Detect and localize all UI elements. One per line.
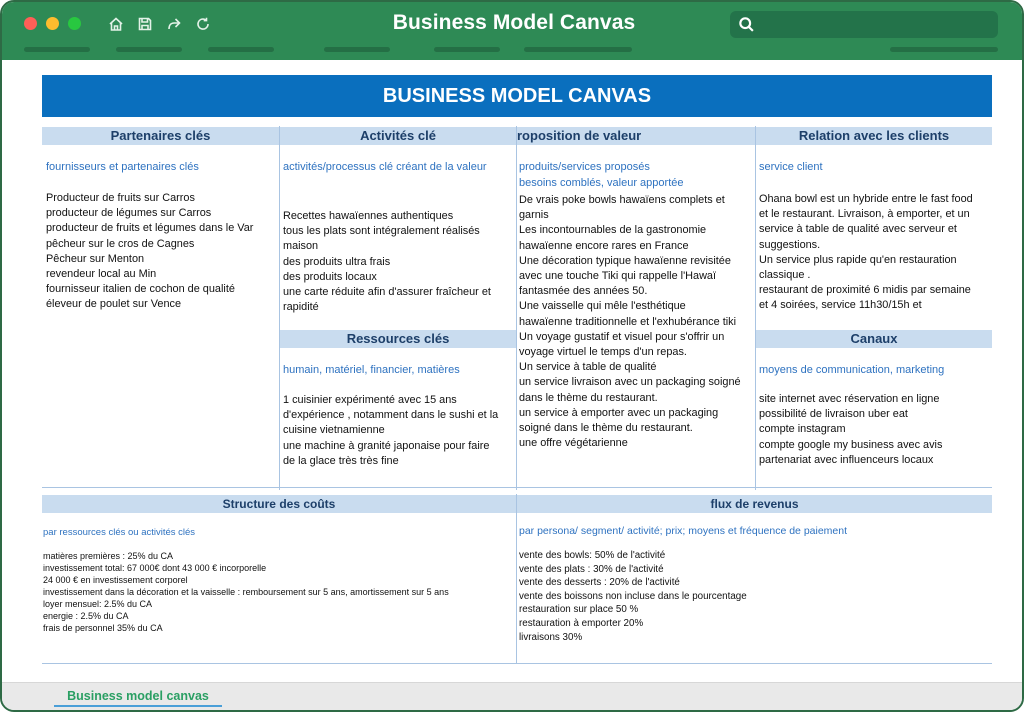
proposition-line: hawaïenne encore rares en France: [519, 239, 689, 252]
proposition-header: roposition de valeur: [517, 127, 755, 145]
toolbar-placeholder: [434, 47, 500, 52]
canaux-header: Canaux: [756, 330, 992, 348]
activites-line: une carte réduite afin d'assurer fraîcheur et: [283, 286, 491, 299]
refresh-icon[interactable]: [193, 14, 213, 34]
revenus-line: livraisons 30%: [519, 631, 583, 643]
couts-line: matières premières : 25% du CA: [43, 551, 174, 561]
proposition-line: De vrais poke bowls hawaïens complets et: [519, 194, 725, 206]
proposition-line: fantasmée des années 50.: [519, 285, 648, 298]
revenus-line: vente des bowls: 50% de l'activité: [519, 550, 666, 561]
ressources-header: Ressources clés: [280, 330, 516, 348]
activites-body: [283, 209, 491, 315]
partenaires-line: pêcheur sur le cros de Cagnes: [46, 237, 195, 250]
grid-line: [516, 494, 517, 664]
proposition-line: avec une touche Tiki qui rappelle l'Hawaï: [519, 270, 717, 283]
activites-line: des produits ultra frais: [283, 255, 391, 268]
revenus-line: vente des boissons non incluse dans le pourcentage: [519, 590, 747, 602]
canaux-body: [759, 392, 942, 468]
revenus-line: restauration sur place 50 %: [519, 604, 639, 616]
partenaires-line: fournisseur italien de cochon de qualité: [46, 283, 235, 296]
partenaires-line: éleveur de poulet sur Vence: [46, 298, 182, 311]
partenaires-line: Pêcheur sur Menton: [46, 252, 145, 265]
activites-line: des produits locaux: [283, 270, 377, 283]
partenaires-line: Producteur de fruits sur Carros: [46, 192, 195, 204]
relation-body: [759, 192, 973, 314]
toolbar-placeholder: [116, 47, 182, 52]
canvas-banner: BUSINESS MODEL CANVAS: [42, 75, 992, 117]
canaux-line: site internet avec réservation en ligne: [759, 393, 940, 405]
relation-line: service à table de qualité avec serveur et: [759, 223, 957, 236]
ressources-line: d'expérience , notamment dans le sushi et la: [283, 409, 499, 422]
ressources-line: 1 cuisinier expérimenté avec 15 ans: [283, 394, 457, 406]
activites-line: rapidité: [283, 301, 319, 314]
canaux-line: possibilité de livraison uber eat: [759, 408, 908, 421]
activites-line: maison: [283, 240, 319, 253]
maximize-window-button[interactable]: [68, 17, 81, 30]
couts-line: energie : 2.5% du CA: [43, 611, 129, 621]
couts-header: Structure des coûts: [42, 495, 516, 513]
revenus-line: restauration à emporter 20%: [519, 617, 644, 629]
activites-line: Recettes hawaïennes authentiques: [283, 210, 454, 222]
activites-line: tous les plats sont intégralement réalisés: [283, 225, 480, 238]
canaux-line: partenariat avec influenceurs locaux: [759, 453, 934, 466]
relation-header: Relation avec les clients: [756, 127, 992, 145]
proposition-subtitle: besoins comblés, valeur apportée: [519, 177, 684, 189]
proposition-line: Une vaisselle qui mêle l'esthétique: [519, 300, 686, 313]
couts-line: investissement dans la décoration et la vaisselle : remboursement sur 5 ans, amortissement sur 5 ans: [43, 587, 449, 597]
partenaires-subtitle: fournisseurs et partenaires clés: [46, 161, 199, 173]
couts-subtitle: par ressources clés ou activités clés: [43, 527, 196, 538]
couts-body: [43, 550, 449, 634]
grid-line: [279, 126, 280, 490]
relation-line: et 4 soirées, service 11h30/15h et: [759, 299, 922, 312]
toolbar-placeholder: [324, 47, 390, 52]
couts-line: investissement total: 67 000€ dont 43 000 € incorporelle: [43, 563, 267, 573]
couts-line: loyer mensuel: 2.5% du CA: [43, 599, 153, 609]
proposition-subtitle: produits/services proposés: [519, 161, 650, 173]
sheet-tab-bar: [2, 682, 1022, 712]
relation-line: Un service plus rapide qu'en restauration: [759, 253, 957, 266]
partenaires-line: producteur de légumes sur Carros: [46, 207, 212, 220]
ressources-line: cuisine vietnamienne: [283, 424, 385, 437]
relation-subtitle: service client: [759, 161, 823, 173]
canaux-subtitle: moyens de communication, marketing: [759, 364, 945, 376]
relation-line: restaurant de proximité 6 midis par semaine: [759, 284, 971, 297]
revenus-subtitle: par persona/ segment/ activité; prix; moyens et fréquence de paiement: [519, 525, 848, 537]
ressources-subtitle: humain, matériel, financier, matières: [283, 364, 460, 376]
minimize-window-button[interactable]: [46, 17, 59, 30]
ressources-line: de la glace très très fine: [283, 454, 399, 467]
ressources-line: une machine à granité japonaise pour faire: [283, 439, 490, 452]
partenaires-line: revendeur local au Min: [46, 268, 157, 281]
relation-line: classique .: [759, 269, 811, 282]
partenaires-line: producteur de fruits et légumes dans le Var: [46, 222, 254, 235]
title-bar: [2, 2, 1022, 60]
grid-line: [755, 126, 756, 490]
proposition-line: une offre végétarienne: [519, 437, 628, 450]
proposition-line: garnis: [519, 209, 549, 222]
couts-line: 24 000 € en investissement corporel: [43, 575, 188, 585]
home-icon[interactable]: [106, 14, 126, 34]
proposition-line: hawaïenne traditionnelle et l'exhubérance tiki: [519, 315, 737, 328]
search-icon: [738, 16, 755, 33]
partenaires-body: [46, 191, 253, 313]
grid-line: [516, 126, 517, 490]
couts-line: frais de personnel 35% du CA: [43, 623, 163, 633]
save-icon[interactable]: [135, 14, 155, 34]
partenaires-header: Partenaires clés: [42, 127, 279, 145]
relation-line: Ohana bowl est un hybride entre le fast food: [759, 193, 973, 205]
canaux-line: compte instagram: [759, 423, 846, 436]
search-field[interactable]: [730, 11, 998, 38]
proposition-line: Les incontournables de la gastronomie: [519, 224, 707, 237]
relation-line: et le restaurant. Livraison, à emporter, et un: [759, 208, 970, 221]
revenus-line: vente des plats : 30% de l'activité: [519, 563, 664, 575]
grid-line: [42, 663, 992, 664]
proposition-line: Un voyage gustatif et visuel pour s'offrir un: [519, 330, 725, 343]
proposition-line: un service livraison avec un packaging soigné: [519, 376, 741, 389]
close-window-button[interactable]: [24, 17, 37, 30]
activites-subtitle: activités/processus clé créant de la valeur: [283, 161, 487, 173]
revenus-body: [519, 549, 747, 644]
proposition-line: un service à emporter avec un packaging: [519, 406, 719, 419]
toolbar-placeholder: [524, 47, 632, 52]
proposition-line: dans le thème du restaurant.: [519, 391, 658, 404]
revenus-header: flux de revenus: [517, 495, 992, 513]
activites-header: Activités clé: [280, 127, 516, 145]
ressources-body: [283, 393, 498, 469]
sheet-tab-business-model-canvas[interactable]: Business model canvas: [54, 687, 222, 707]
toolbar-placeholder: [24, 47, 90, 52]
canaux-line: compte google my business avec avis: [759, 438, 943, 451]
revenus-line: vente des desserts : 20% de l'activité: [519, 577, 680, 589]
proposition-line: voyage virtuel le temps d'un repas.: [519, 346, 687, 359]
app-title: Business Model Canvas: [392, 11, 636, 34]
proposition-line: Une décoration typique hawaïenne revisitée: [519, 254, 731, 267]
proposition-body: [519, 193, 741, 451]
relation-line: suggestions.: [759, 238, 821, 251]
grid-line: [42, 487, 992, 488]
toolbar-placeholder: [890, 47, 998, 52]
proposition-line: Un service à table de qualité: [519, 361, 657, 374]
spreadsheet-area[interactable]: [2, 60, 1022, 682]
toolbar-placeholder: [208, 47, 274, 52]
proposition-line: soigné dans le thème du restaurant.: [519, 422, 693, 435]
share-icon[interactable]: [164, 14, 184, 34]
